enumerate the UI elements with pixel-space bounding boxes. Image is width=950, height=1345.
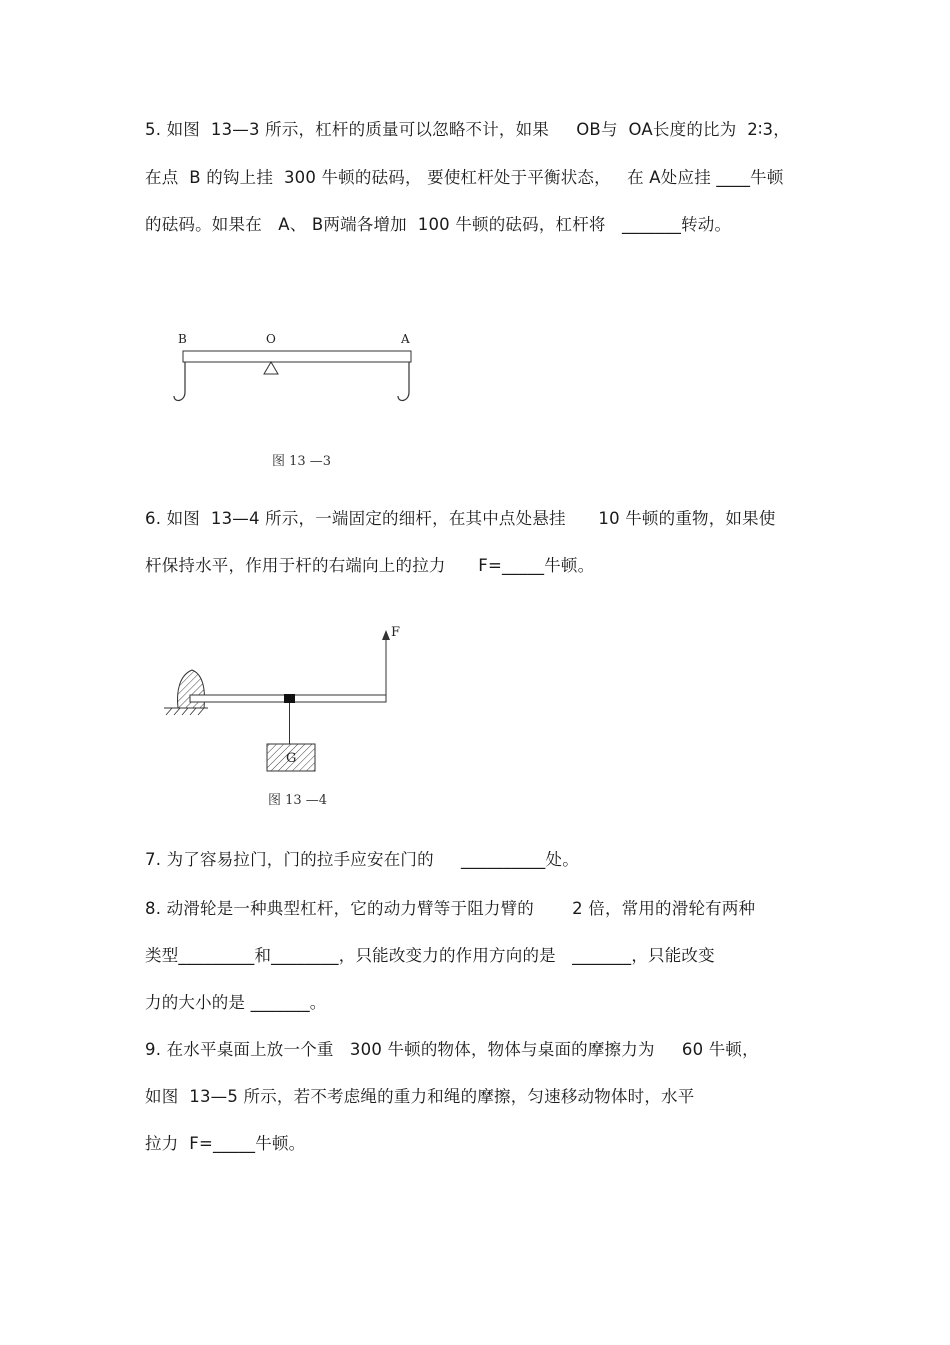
label-g: G <box>286 751 297 766</box>
q6-line-2: 杆保持水平，作用于杆的右端向上的拉力 F=_____牛顿。 <box>145 556 595 575</box>
q6-line-1: 6. 如图 13—4 所示，一端固定的细杆，在其中点处悬挂 10 牛顿的重物，如果使 <box>145 509 776 528</box>
q8-line-2: 类型_________和________，只能改变力的作用方向的是 _______，只能改变 <box>145 946 715 965</box>
figure-13-4-rod <box>160 620 410 780</box>
q8-line-1: 8. 动滑轮是一种典型杠杆，它的动力臂等于阻力臂的 2 倍，常用的滑轮有两种 <box>145 899 756 918</box>
q9-line-1: 9. 在水平桌面上放一个重 300 牛顿的物体，物体与桌面的摩擦力为 60 牛顿， <box>145 1040 759 1059</box>
midpoint-marker <box>284 694 295 703</box>
hook-left-icon <box>174 362 185 401</box>
label-f: F <box>391 625 401 640</box>
label-a: A <box>401 332 410 346</box>
lever-bar <box>183 351 411 362</box>
q9-line-2: 如图 13—5 所示，若不考虑绳的重力和绳的摩擦，匀速移动物体时，水平 <box>145 1087 695 1106</box>
hook-right-icon <box>398 362 409 401</box>
figure-13-3-caption: 图 13 —3 <box>272 454 332 469</box>
q5-line-3: 的砝码。如果在 A、 B两端各增加 100 牛顿的砝码，杠杆将 _______转动。 <box>145 215 732 234</box>
ground-hatch <box>166 708 204 715</box>
q5-line-1: 5. 如图 13—3 所示，杠杆的质量可以忽略不计，如果 OB与 OA长度的比为 2∶3， <box>145 120 790 139</box>
q9-line-3: 拉力 F=_____牛顿。 <box>145 1134 306 1153</box>
label-b: B <box>178 332 187 346</box>
q7-line-1: 7. 为了容易拉门，门的拉手应安在门的 __________处。 <box>145 850 579 869</box>
q5-line-2: 在点 B 的钩上挂 300 牛顿的砝码， 要使杠杆处于平衡状态， 在 A处应挂 ____牛顿 <box>145 168 784 187</box>
q8-line-3: 力的大小的是 _______。 <box>145 993 327 1012</box>
figure-13-3-lever <box>170 328 430 418</box>
figure-13-4-caption: 图 13 —4 <box>268 793 328 808</box>
label-o: O <box>266 332 276 346</box>
fulcrum-triangle <box>264 362 278 374</box>
force-arrow-icon <box>382 630 390 640</box>
